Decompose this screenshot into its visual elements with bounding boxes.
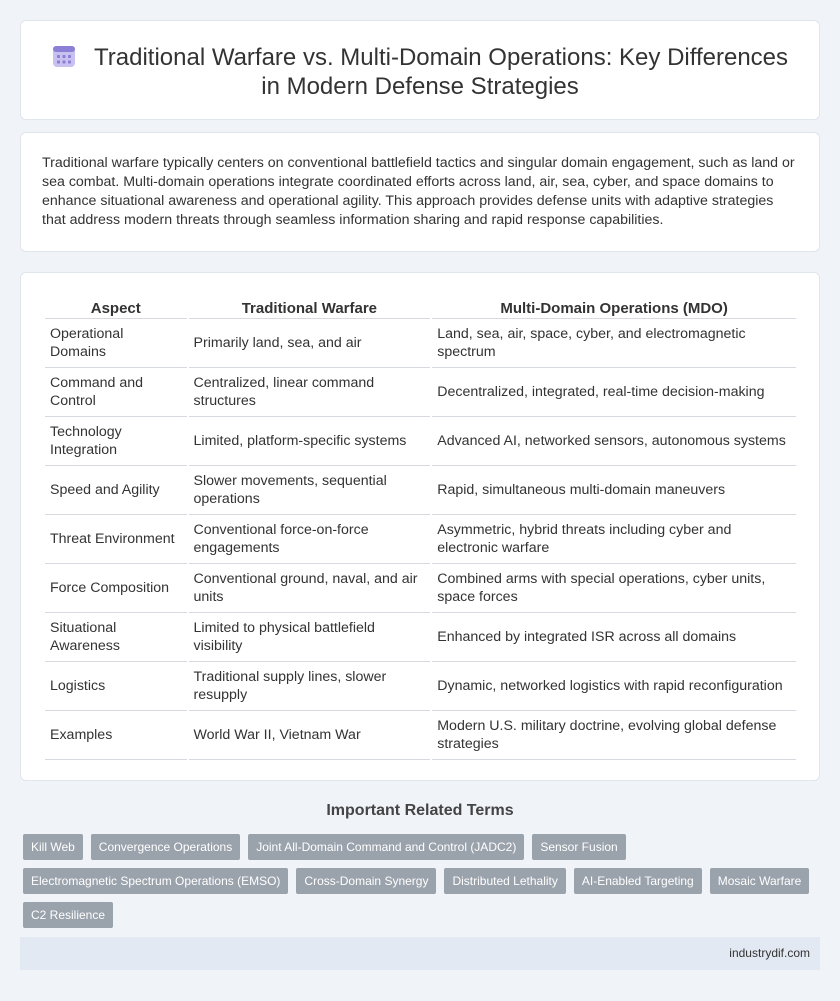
header-card — [20, 20, 820, 120]
cell-aspect: Force Composition — [45, 564, 187, 613]
cell-mdo: Rapid, simultaneous multi-domain maneuvers — [432, 466, 796, 515]
table-row — [45, 368, 796, 417]
cell-mdo: Asymmetric, hybrid threats including cyber and electronic warfare — [432, 515, 796, 564]
related-term-tag[interactable]: Distributed Lethality — [444, 868, 565, 894]
cell-traditional: Limited, platform-specific systems — [189, 417, 431, 466]
related-term-tag[interactable]: Joint All-Domain Command and Control (JADC2) — [248, 834, 524, 860]
cell-mdo: Combined arms with special operations, cyber units, space forces — [432, 564, 796, 613]
table-row — [45, 662, 796, 711]
cell-mdo: Land, sea, air, space, cyber, and electromagnetic spectrum — [432, 319, 796, 368]
comparison-table-card — [20, 272, 820, 781]
column-header-aspect: Aspect — [45, 295, 187, 319]
table-row — [45, 417, 796, 466]
cell-aspect: Command and Control — [45, 368, 187, 417]
table-row — [45, 613, 796, 662]
table-row — [45, 319, 796, 368]
cell-traditional: Primarily land, sea, and air — [189, 319, 431, 368]
cell-mdo: Decentralized, integrated, real-time decision-making — [432, 368, 796, 417]
page-title-text: Traditional Warfare vs. Multi-Domain Operations: Key Differences in Modern Defense Strategies — [93, 44, 789, 100]
cell-mdo: Dynamic, networked logistics with rapid reconfiguration — [432, 662, 796, 711]
cell-mdo: Advanced AI, networked sensors, autonomous systems — [432, 417, 796, 466]
summary-card — [20, 132, 820, 252]
related-term-tag[interactable]: Mosaic Warfare — [710, 868, 810, 894]
related-term-tag[interactable]: Kill Web — [23, 834, 83, 860]
cell-traditional: Limited to physical battlefield visibility — [189, 613, 431, 662]
cell-aspect: Technology Integration — [45, 417, 187, 466]
cell-aspect: Threat Environment — [45, 515, 187, 564]
table-row — [45, 564, 796, 613]
cell-aspect: Speed and Agility — [45, 466, 187, 515]
summary-paragraph: Traditional warfare typically centers on conventional battlefield tactics and singular domain engagement, such as land or sea combat. Multi-domain operations integrate coordinated efforts across land, air, sea, cyber, and space domains to enhance situational awareness and operational agility. This approach provides defense units with adaptive strategies that address modern threats through seamless information sharing and rapid response capabilities. — [42, 155, 795, 228]
cell-traditional: Conventional force-on-force engagements — [189, 515, 431, 564]
cell-aspect: Examples — [45, 711, 187, 760]
related-term-tag[interactable]: Electromagnetic Spectrum Operations (EMSO) — [23, 868, 288, 894]
calendar-grid-icon — [52, 44, 76, 68]
table-row — [45, 466, 796, 515]
cell-mdo: Enhanced by integrated ISR across all domains — [432, 613, 796, 662]
cell-traditional: Traditional supply lines, slower resupply — [189, 662, 431, 711]
related-term-tag[interactable]: AI-Enabled Targeting — [574, 868, 702, 894]
related-term-tag[interactable]: Sensor Fusion — [532, 834, 625, 860]
related-term-tag[interactable]: Cross-Domain Synergy — [296, 868, 436, 894]
cell-aspect: Logistics — [45, 662, 187, 711]
page-title — [51, 43, 789, 101]
table-row — [45, 515, 796, 564]
cell-aspect: Situational Awareness — [45, 613, 187, 662]
cell-traditional: World War II, Vietnam War — [189, 711, 431, 760]
comparison-table — [43, 295, 798, 760]
related-term-tag[interactable]: C2 Resilience — [23, 902, 113, 928]
table-header-row — [45, 295, 796, 319]
footer-bar — [20, 937, 820, 970]
related-terms-list — [23, 834, 813, 928]
cell-mdo: Modern U.S. military doctrine, evolving global defense strategies — [432, 711, 796, 760]
cell-traditional: Conventional ground, naval, and air units — [189, 564, 431, 613]
column-header-mdo: Multi-Domain Operations (MDO) — [432, 295, 796, 319]
cell-traditional: Centralized, linear command structures — [189, 368, 431, 417]
related-term-tag[interactable]: Convergence Operations — [91, 834, 240, 860]
cell-traditional: Slower movements, sequential operations — [189, 466, 431, 515]
column-header-traditional: Traditional Warfare — [189, 295, 431, 319]
related-terms-heading: Important Related Terms — [326, 802, 514, 819]
table-row — [45, 711, 796, 760]
cell-aspect: Operational Domains — [45, 319, 187, 368]
footer-site-link[interactable]: industrydif.com — [729, 946, 810, 960]
